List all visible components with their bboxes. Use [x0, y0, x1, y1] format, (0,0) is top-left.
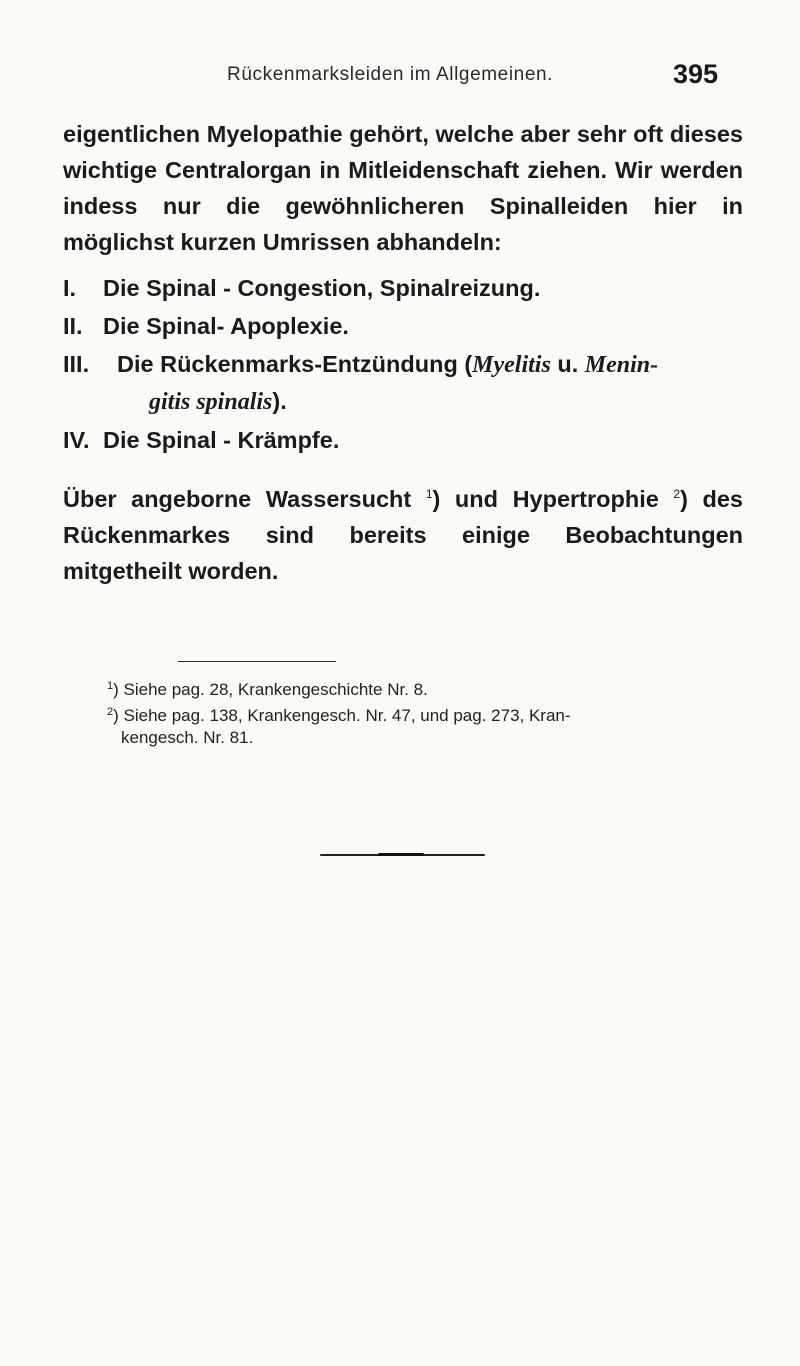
- disease-list: [63, 270, 743, 458]
- running-head: [0, 59, 800, 102]
- list-item-text-mid: u.: [550, 351, 585, 377]
- running-title: Rückenmarksleiden im Allgemeinen.: [227, 64, 554, 85]
- footnote-mark: 1: [107, 680, 114, 692]
- footnote-text: ) Siehe pag. 28, Krankengeschichte Nr. 8.: [113, 680, 428, 699]
- list-item-text-tail: ).: [272, 388, 287, 414]
- main-text: [63, 116, 743, 589]
- footnote-continuation: kengesch. Nr. 81.: [121, 728, 254, 747]
- list-item: [63, 422, 743, 458]
- list-item-text: Die Spinal - Congestion, Spinalreizung.: [103, 275, 541, 301]
- paragraph-text: Über angeborne Wassersucht: [63, 486, 426, 512]
- footnotes: [107, 675, 747, 749]
- paragraph-text: ) und Hypertrophie: [432, 486, 674, 512]
- latin-term: gitis spinalis: [149, 389, 273, 415]
- footnote-ref[interactable]: 1: [425, 487, 433, 501]
- list-numeral: IV.: [63, 427, 90, 453]
- list-item-text-main: Die Rückenmarks-Entzündung (: [117, 351, 473, 377]
- latin-term: Myelitis: [472, 352, 551, 378]
- footnote: [107, 675, 747, 701]
- footnote-mark: 2: [107, 706, 114, 718]
- list-item-text: [117, 346, 743, 420]
- footnote: [107, 701, 747, 727]
- footnote-ref[interactable]: 2: [673, 487, 681, 501]
- latin-term: Menin-: [584, 352, 659, 378]
- list-numeral: I.: [63, 275, 77, 301]
- list-item-text: Die Spinal - Krämpfe.: [103, 427, 340, 453]
- footnote-divider: [178, 661, 336, 662]
- page-number: 395: [673, 59, 719, 89]
- closing-paragraph: [63, 476, 743, 589]
- footnote-text: ) Siehe pag. 138, Krankengesch. Nr. 47, und pag. 273, Kran-: [113, 706, 571, 725]
- list-item-text: Die Spinal- Apoplexie.: [103, 313, 349, 339]
- list-item-continuation: [117, 383, 743, 420]
- paragraph-text: ) des Rückenmarkes sind bereits einige Beobachtungen mitgetheilt worden.: [63, 486, 743, 584]
- intro-paragraph: eigentlichen Myelopathie gehört, welche aber sehr oft dieses wichtige Centralorgan in Mitleidenschaft ziehen. Wir werden indess nur die gewöhnlicheren Spinalleiden hier in möglichst kurzen Umrissen abhandeln:: [63, 121, 743, 255]
- list-numeral: III.: [63, 351, 90, 377]
- list-item: [63, 346, 743, 420]
- end-ornament-rule: [320, 854, 485, 856]
- list-item: [63, 270, 743, 306]
- list-numeral: II.: [63, 313, 83, 339]
- list-item: [63, 308, 743, 344]
